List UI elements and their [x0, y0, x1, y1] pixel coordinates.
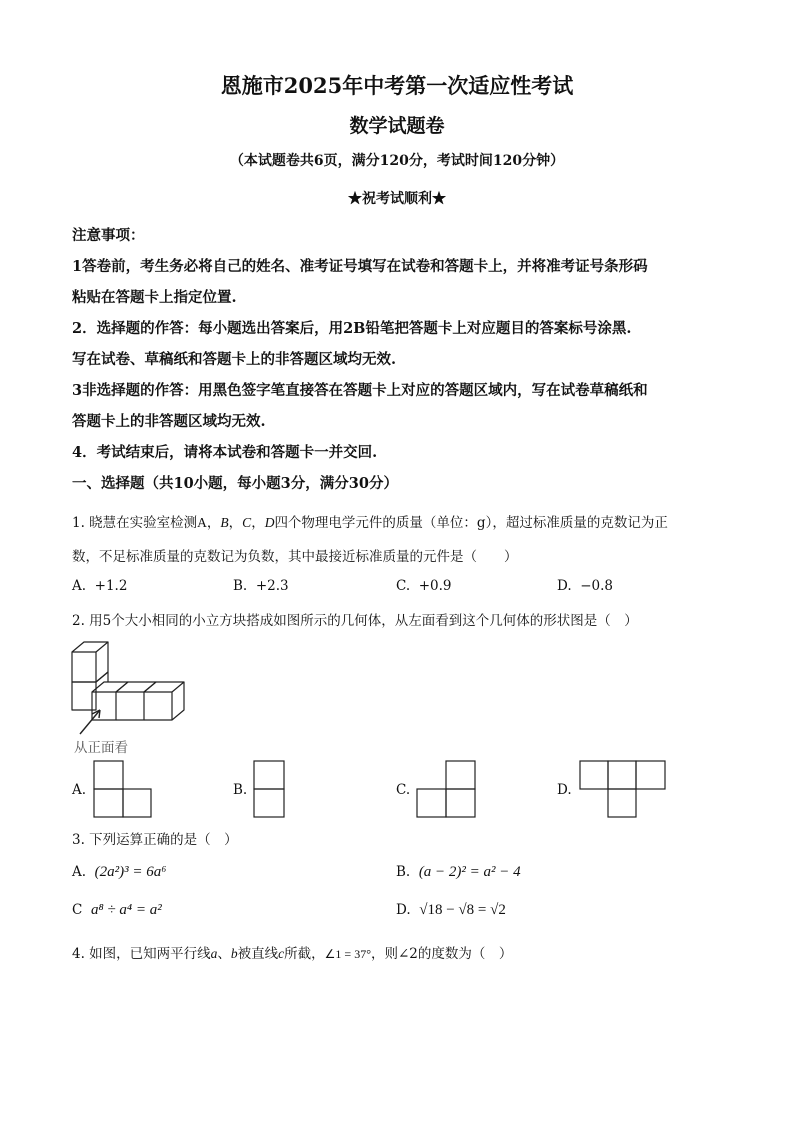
- option-label: B.: [233, 578, 248, 594]
- notice-item-3-line-1: 3非选择题的作答：用黑色签字笔直接答在答题卡上对应的答题区域内，写在试卷草稿纸和: [72, 382, 648, 399]
- q1-letter-c: C: [242, 515, 252, 530]
- notice-item-3-line-2: 答题卡上的非答题区域均无效.: [72, 413, 266, 430]
- q1-option-c: [396, 578, 452, 594]
- option-value: +0.9: [418, 578, 452, 594]
- q2-figure-caption: 从正面看: [74, 740, 128, 756]
- q1-sep: ，: [251, 515, 265, 531]
- q2-option-a-shape: [93, 760, 153, 820]
- option-label: D.: [557, 578, 572, 594]
- q4-mid: 被直线: [237, 946, 279, 962]
- q4-prefix: 4. 如图，已知两平行线: [72, 946, 211, 962]
- q2-option-a-label: A.: [72, 782, 87, 798]
- notice-item-2-line-2: 写在试卷、草稿纸和答题卡上的非答题区域均无效.: [72, 351, 397, 368]
- notice-item-2-line-1: 2．选择题的作答：每小题选出答案后，用2B铅笔把答题卡上对应题目的答案标号涂黑.: [72, 320, 632, 337]
- q2-option-b-shape: [253, 760, 287, 820]
- q1-sep: ，: [228, 515, 243, 531]
- q2-option-c-shape: [416, 760, 478, 820]
- paper-subtitle: 数学试题卷: [349, 115, 445, 137]
- q1-line-1: [72, 511, 668, 531]
- q1-suffix: 四个物理电学元件的质量（单位：g），超过标准质量的克数记为正: [274, 515, 668, 531]
- option-label: A.: [72, 864, 87, 880]
- q4-var-a: a: [210, 946, 218, 961]
- q3-option-b: [396, 864, 521, 881]
- notice-item-4: 4．考试结束后，请将本试卷和答题卡一并交回.: [72, 444, 378, 461]
- q2-option-c-label: C.: [396, 782, 411, 798]
- option-label: A.: [72, 578, 87, 594]
- option-label: B.: [396, 864, 411, 880]
- q4-angle-1: ∠1 = 37°: [324, 947, 371, 961]
- option-value: −0.8: [580, 578, 614, 594]
- q4-var-c: c: [278, 946, 285, 961]
- q3-option-c-expr: a⁸ ÷ a⁴ = a²: [90, 902, 162, 918]
- q3-stem: 3. 下列运算正确的是（ ）: [72, 832, 238, 848]
- paper-info: （本试题卷共6页，满分120分，考试时间120分钟）: [229, 153, 565, 169]
- q4-angle-2: ∠2: [398, 946, 418, 962]
- notice-item-1-line-2: 粘贴在答题卡上指定位置.: [72, 289, 237, 306]
- q3-option-c: [72, 902, 162, 919]
- q4-var-b: b: [230, 946, 238, 961]
- q4-stem: [72, 942, 512, 962]
- option-label: C: [72, 902, 83, 918]
- option-value: +1.2: [94, 578, 128, 594]
- q1-option-d: [557, 578, 613, 594]
- q1-line-2: 数，不足标准质量的克数记为负数，其中最接近标准质量的元件是（ ）: [72, 549, 518, 565]
- section-heading-choice: 一、选择题（共10小题，每小题3分，满分30分）: [72, 475, 398, 492]
- q3-option-a-expr: (2a²)³ = 6a⁶: [94, 864, 167, 880]
- q4-mid2: 所截，: [284, 946, 325, 962]
- q3-option-d-expr: √18 − √8 = √2: [419, 902, 506, 918]
- q4-mid3: ，则: [371, 946, 398, 962]
- notice-item-1-line-1: 1答卷前，考生务必将自己的姓名、准考证号填写在试卷和答题卡上，并将准考证号条形码: [72, 258, 648, 275]
- q1-letter-a: A: [197, 515, 207, 530]
- q2-option-d-shape: [579, 760, 669, 820]
- q1-option-b: [233, 578, 289, 594]
- q2-stem: 2. 用5个大小相同的小立方块搭成如图所示的几何体，从左面看到这个几何体的形状图是（ ）: [72, 613, 638, 629]
- q4-suffix: 的度数为（ ）: [417, 946, 513, 962]
- option-value: +2.3: [255, 578, 289, 594]
- q1-letter-b: B: [220, 515, 229, 530]
- option-label: C.: [396, 578, 411, 594]
- q2-option-d-label: D.: [557, 782, 572, 798]
- q3-option-a: [72, 864, 166, 881]
- q1-option-a: [72, 578, 127, 594]
- notice-heading: 注意事项：: [72, 227, 145, 244]
- q3-option-d: [396, 902, 506, 919]
- good-luck-line: ★祝考试顺利★: [348, 191, 446, 207]
- exam-title: 恩施市2025年中考第一次适应性考试: [220, 73, 574, 98]
- q1-sep: ，: [206, 515, 221, 531]
- q1-letter-d: D: [264, 515, 275, 530]
- option-label: D.: [396, 902, 411, 918]
- q4-sep: 、: [217, 946, 231, 962]
- q3-option-b-expr: (a − 2)² = a² − 4: [418, 864, 521, 880]
- q1-prefix: 1. 晓慧在实验室检测: [72, 515, 198, 531]
- q2-option-b-label: B.: [233, 782, 248, 798]
